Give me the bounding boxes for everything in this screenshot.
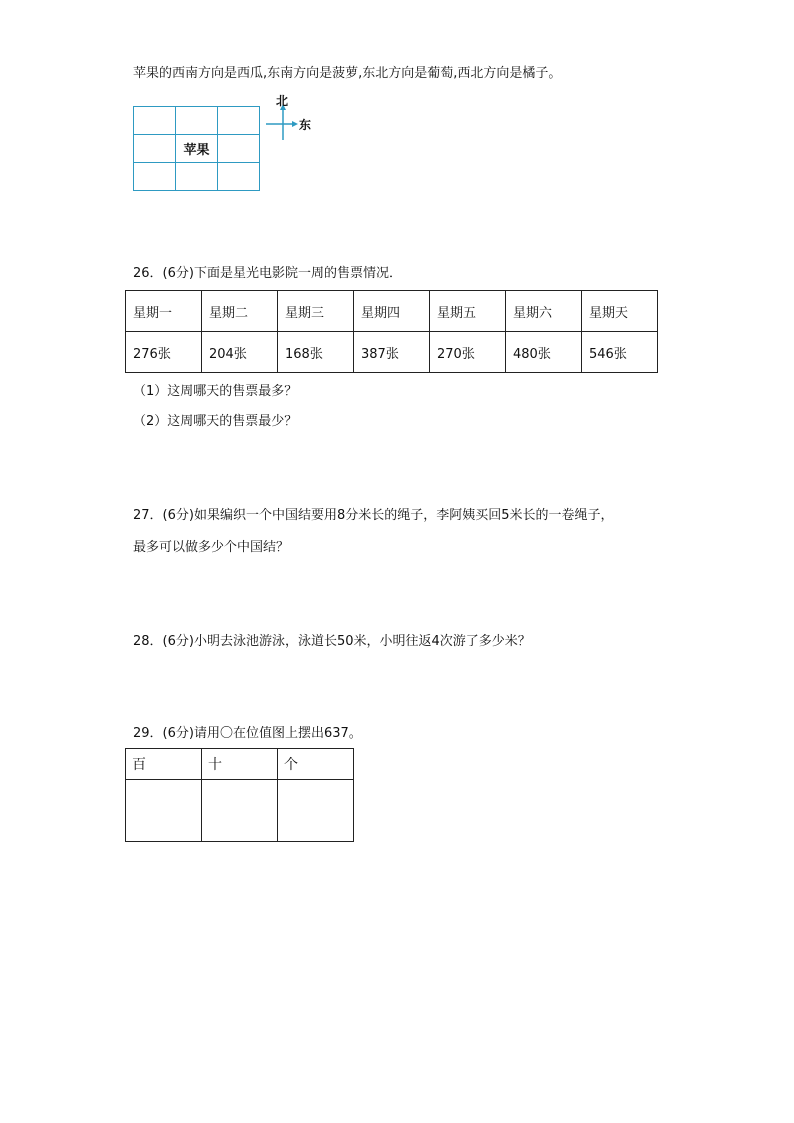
table-cell: 270张 — [430, 332, 506, 373]
table-header-cell-tens: 十 — [202, 749, 278, 780]
table-header-row — [126, 291, 658, 332]
table-cell: 276张 — [126, 332, 202, 373]
q26-title: 26．(6分)下面是星光电影院一周的售票情况． — [133, 266, 402, 281]
compass — [262, 94, 322, 142]
compass-north-label: 北 — [276, 94, 289, 108]
table-header-cell: 星期四 — [354, 291, 430, 332]
place-value-table — [125, 748, 354, 842]
q26-sub1: （1）这周哪天的售票最多？ — [133, 384, 298, 399]
q26-sub2: （2）这周哪天的售票最少？ — [133, 414, 298, 429]
table-header-cell-ones: 个 — [278, 749, 354, 780]
table-cell: 387张 — [354, 332, 430, 373]
table-row — [126, 332, 658, 373]
table-header-cell: 星期五 — [430, 291, 506, 332]
compass-east-label: 东 — [299, 118, 312, 132]
table-header-cell: 星期六 — [506, 291, 582, 332]
table-header-row — [126, 749, 354, 780]
grid-cell-apple: 苹果 — [176, 135, 218, 163]
table-cell: 204张 — [202, 332, 278, 373]
grid-cell — [218, 107, 260, 135]
grid-cell — [134, 107, 176, 135]
ticket-sales-table — [125, 290, 658, 373]
grid-cell — [176, 163, 218, 191]
table-cell: 546张 — [582, 332, 658, 373]
table-header-cell: 星期天 — [582, 291, 658, 332]
q29-text: 29．(6分)请用〇在位值图上摆出637。 — [133, 726, 362, 741]
grid-cell — [218, 135, 260, 163]
table-cell — [278, 780, 354, 842]
grid-cell — [134, 135, 176, 163]
table-header-cell: 星期三 — [278, 291, 354, 332]
table-cell — [202, 780, 278, 842]
table-cell: 480张 — [506, 332, 582, 373]
table-header-cell: 星期一 — [126, 291, 202, 332]
q25-text: 苹果的西南方向是西瓜,东南方向是菠萝,东北方向是葡萄,西北方向是橘子。 — [133, 66, 562, 81]
grid-cell — [134, 163, 176, 191]
table-row — [126, 780, 354, 842]
compass-arrows-icon — [262, 94, 322, 142]
table-cell: 168张 — [278, 332, 354, 373]
direction-grid — [133, 106, 260, 191]
q27-line1: 27．(6分)如果编织一个中国结要用8分米长的绳子，李阿姨买回5米长的一卷绳子， — [133, 508, 614, 523]
table-cell — [126, 780, 202, 842]
grid-cell — [218, 163, 260, 191]
table-header-cell-hundreds: 百 — [126, 749, 202, 780]
grid-cell — [176, 107, 218, 135]
q27-line2: 最多可以做多少个中国结？ — [133, 540, 290, 555]
q28-text: 28．(6分)小明去泳池游泳，泳道长50米，小明往返4次游了多少米？ — [133, 634, 531, 649]
table-header-cell: 星期二 — [202, 291, 278, 332]
